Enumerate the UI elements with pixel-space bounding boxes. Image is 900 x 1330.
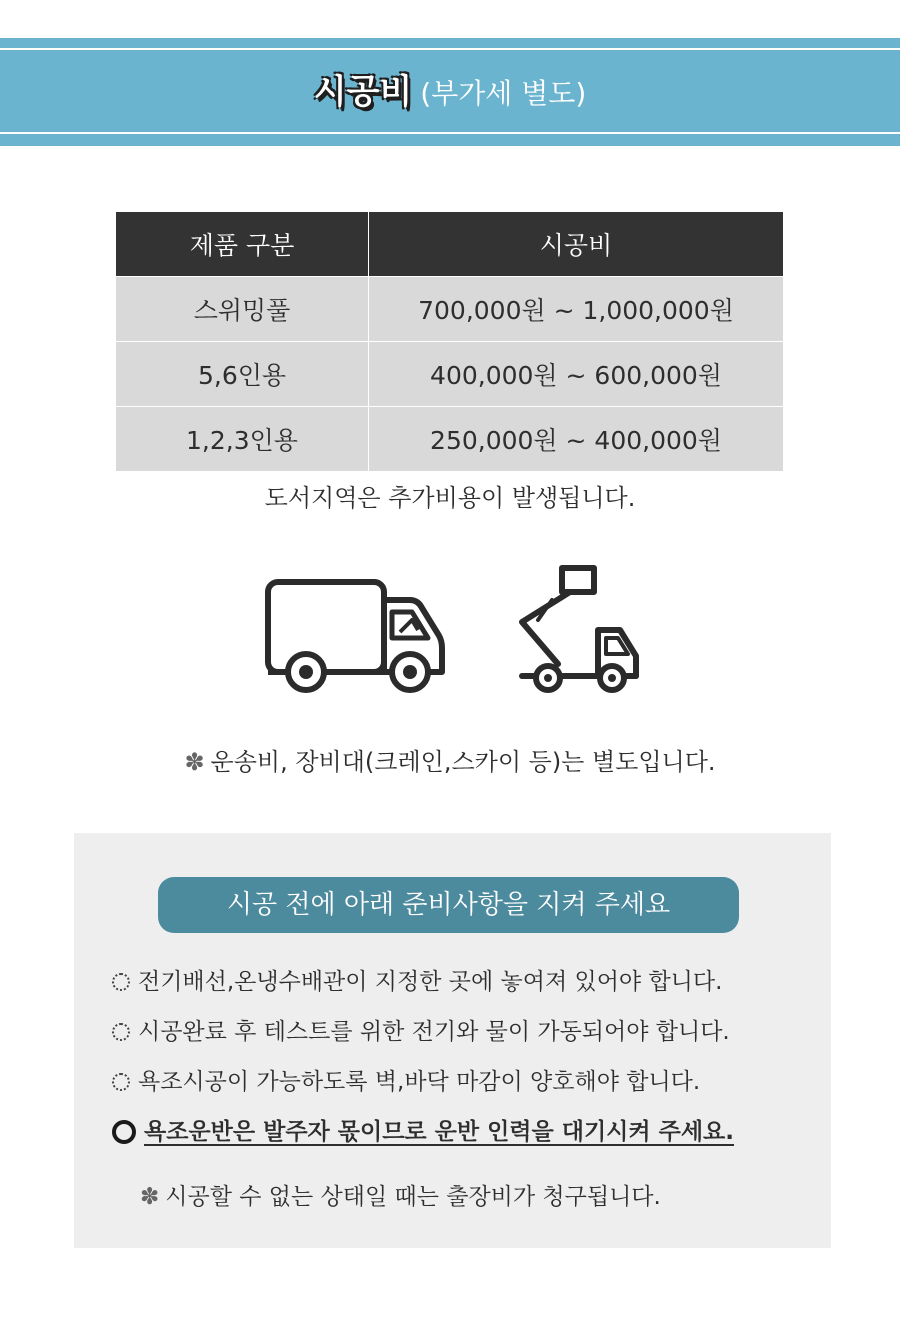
list-item-text: 욕조시공이 가능하도록 벽,바닥 마감이 양호해야 합니다. [138, 1069, 701, 1095]
preparation-box [74, 833, 831, 1248]
list-item-text: 전기배선,온냉수배관이 지정한 곳에 놓여져 있어야 합니다. [138, 969, 723, 995]
crane-truck-icon [512, 560, 646, 700]
title-subtitle: (부가세 별도) [420, 77, 587, 110]
price-table [116, 212, 783, 471]
list-item [112, 1057, 734, 1107]
circle-bullet-icon [112, 1023, 130, 1041]
cell-price: 700,000원 ~ 1,000,000원 [369, 277, 784, 342]
list-item [112, 957, 734, 1007]
trip-fee-note [140, 1177, 661, 1217]
circle-bullet-icon [112, 1073, 130, 1091]
band-bottom-line [0, 132, 900, 134]
flower-icon: ✽ [140, 1184, 160, 1210]
column-header-price: 시공비 [369, 212, 784, 277]
preparation-heading: 시공 전에 아래 준비사항을 지켜 주세요 [158, 877, 739, 933]
page-title [0, 70, 900, 116]
column-header-product: 제품 구분 [116, 212, 369, 277]
header-band [0, 38, 900, 146]
circle-bullet-icon [112, 973, 130, 991]
preparation-list [112, 957, 734, 1157]
cell-product: 5,6인용 [116, 342, 369, 407]
flower-icon: ✽ [184, 748, 205, 776]
bold-circle-bullet-icon [112, 1120, 136, 1144]
delivery-truck-icon [262, 572, 448, 700]
list-item [112, 1007, 734, 1057]
table-row [116, 342, 783, 407]
trip-fee-note-text: 시공할 수 없는 상태일 때는 출장비가 청구됩니다. [165, 1184, 661, 1210]
list-item-text: 시공완료 후 테스트를 위한 전기와 물이 가동되어야 합니다. [138, 1019, 730, 1045]
cell-price: 250,000원 ~ 400,000원 [369, 407, 784, 472]
table-header-row [116, 212, 783, 277]
shipping-note [0, 742, 900, 782]
title-main: 시공비 [313, 72, 413, 112]
cell-product: 스위밍풀 [116, 277, 369, 342]
island-note: 도서지역은 추가비용이 발생됩니다. [264, 484, 636, 512]
list-item-emphasized [112, 1107, 734, 1157]
table-row [116, 407, 783, 472]
shipping-note-text: 운송비, 장비대(크레인,스카이 등)는 별도입니다. [210, 748, 716, 776]
list-item-text: 욕조운반은 발주자 몫이므로 운반 인력을 대기시켜 주세요. [144, 1119, 735, 1145]
band-top-line [0, 48, 900, 50]
table-row [116, 277, 783, 342]
cell-product: 1,2,3인용 [116, 407, 369, 472]
cell-price: 400,000원 ~ 600,000원 [369, 342, 784, 407]
